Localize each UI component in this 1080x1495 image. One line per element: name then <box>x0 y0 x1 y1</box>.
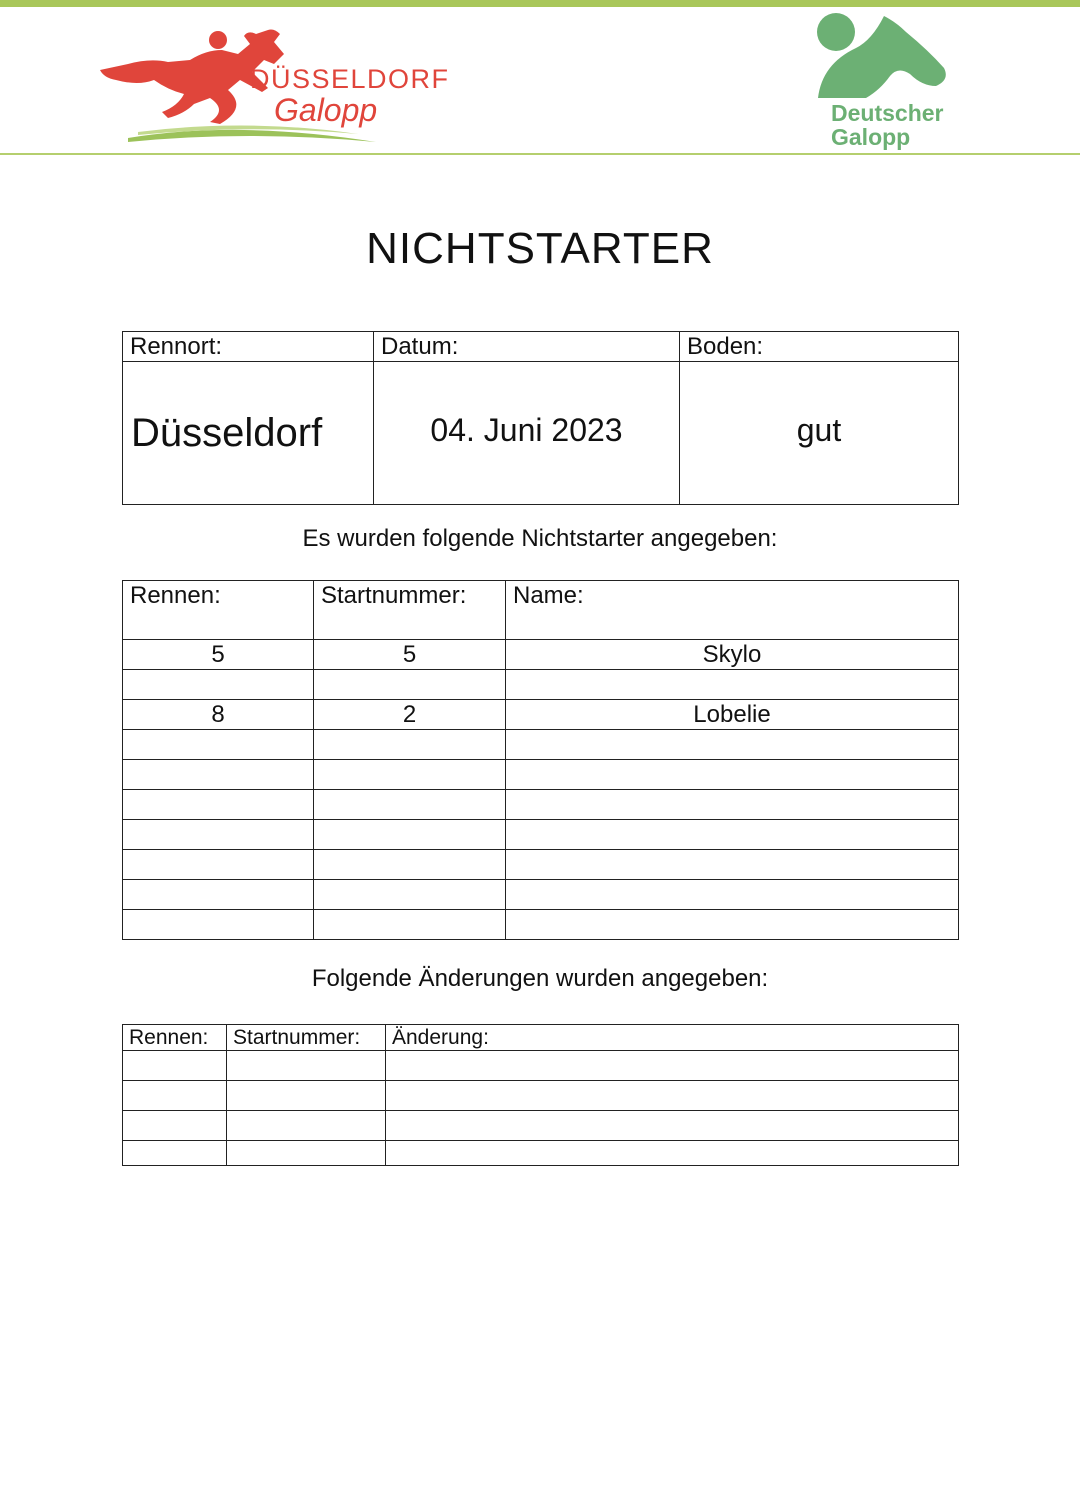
cell-name: Skylo <box>506 640 959 670</box>
cell-change <box>386 1141 959 1166</box>
cell-startnumber: 5 <box>314 640 506 670</box>
table-row <box>123 700 959 730</box>
cell-change <box>386 1111 959 1141</box>
cell-startnumber <box>314 820 506 850</box>
cell-race <box>123 880 314 910</box>
changes-table <box>122 1024 959 1166</box>
header-divider <box>0 153 1080 155</box>
label-date: Datum: <box>374 332 680 362</box>
cell-startnumber <box>227 1081 386 1111</box>
left-logo-line2: Galopp <box>274 92 378 128</box>
cell-startnumber <box>314 880 506 910</box>
table-row <box>123 880 959 910</box>
col-header-race: Rennen: <box>123 1025 227 1051</box>
changes-intro: Folgende Änderungen wurden angegeben: <box>311 965 769 992</box>
horse-head-icon <box>810 10 960 100</box>
cell-race <box>123 790 314 820</box>
cell-name <box>506 670 959 700</box>
table-row <box>123 1051 959 1081</box>
duesseldorf-galopp-logo <box>98 24 450 148</box>
table-row <box>123 820 959 850</box>
cell-startnumber <box>314 730 506 760</box>
cell-startnumber <box>314 790 506 820</box>
cell-startnumber: 2 <box>314 700 506 730</box>
col-header-race: Rennen: <box>123 581 314 640</box>
cell-change <box>386 1081 959 1111</box>
cell-startnumber <box>227 1141 386 1166</box>
table-row <box>123 1111 959 1141</box>
table-row <box>123 730 959 760</box>
cell-race <box>123 730 314 760</box>
left-logo-line1: DÜSSELDORF <box>250 64 450 94</box>
cell-startnumber <box>227 1111 386 1141</box>
table-row <box>123 670 959 700</box>
table-row <box>123 640 959 670</box>
value-date: 04. Juni 2023 <box>374 362 680 505</box>
label-place: Rennort: <box>123 332 374 362</box>
cell-name <box>506 730 959 760</box>
col-header-name: Name: <box>506 581 959 640</box>
right-logo-line2: Galopp <box>831 124 911 150</box>
table-row <box>123 850 959 880</box>
cell-race <box>123 760 314 790</box>
cell-race <box>123 1141 227 1166</box>
right-logo-line1: Deutscher <box>831 100 944 126</box>
nonstarters-table <box>122 580 959 940</box>
col-header-startnumber: Startnummer: <box>314 581 506 640</box>
deutscher-galopp-logo <box>810 10 960 152</box>
cell-race: 8 <box>123 700 314 730</box>
cell-name <box>506 880 959 910</box>
nonstarters-intro: Es wurden folgende Nichtstarter angegeben: <box>302 525 778 552</box>
cell-name: Lobelie <box>506 700 959 730</box>
table-row <box>123 1141 959 1166</box>
cell-startnumber <box>314 760 506 790</box>
cell-race <box>123 1051 227 1081</box>
cell-startnumber <box>314 850 506 880</box>
table-row <box>123 760 959 790</box>
value-place: Düsseldorf <box>123 362 374 505</box>
table-row <box>123 790 959 820</box>
cell-race: 5 <box>123 640 314 670</box>
top-accent-bar <box>0 0 1080 7</box>
cell-race <box>123 910 314 940</box>
page-title: NICHTSTARTER <box>366 224 714 273</box>
cell-name <box>506 790 959 820</box>
cell-name <box>506 850 959 880</box>
table-row <box>123 910 959 940</box>
cell-race <box>123 820 314 850</box>
info-table <box>122 331 959 505</box>
cell-startnumber <box>227 1051 386 1081</box>
label-ground: Boden: <box>680 332 959 362</box>
cell-startnumber <box>314 910 506 940</box>
value-ground: gut <box>680 362 959 505</box>
col-header-change: Änderung: <box>386 1025 959 1051</box>
cell-race <box>123 850 314 880</box>
cell-name <box>506 910 959 940</box>
col-header-startnumber: Startnummer: <box>227 1025 386 1051</box>
cell-name <box>506 760 959 790</box>
cell-race <box>123 1081 227 1111</box>
cell-race <box>123 1111 227 1141</box>
cell-name <box>506 820 959 850</box>
cell-change <box>386 1051 959 1081</box>
table-row <box>123 1081 959 1111</box>
cell-startnumber <box>314 670 506 700</box>
cell-race <box>123 670 314 700</box>
